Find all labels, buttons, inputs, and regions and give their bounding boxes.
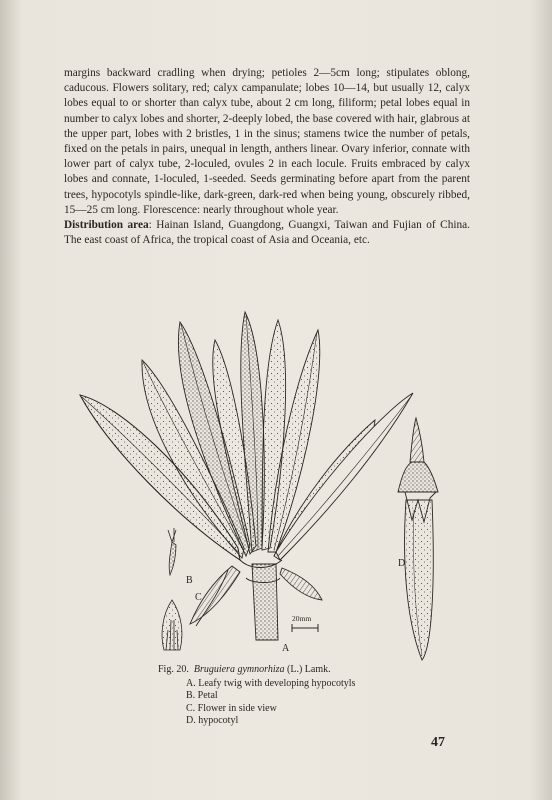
caption-item: B. Petal (186, 690, 218, 701)
description-paragraph: margins backward cradling when drying; petioles 2—5cm long; stipulates oblong, caducous. Flowers solitary, red; calyx campanulate; lobes 10—14, but usually 12, calyx lobes equal to or shorter than calyx tube, about 2 cm long, filiform; petal lobes equal in number to calyx lobes and shorter, 2-deeply lobed, the base covered with hair, glabrous at the upper part, lobes with 2 bristles, 1 in the sinus; stamens twice the number of petals, fixed on the petals in pairs, unequal in length, anthers linear. Ovary inferior, connate with lower part of calyx tube, 2-loculed, ovules 2 in each locule. Fruits embraced by calyx lobes and connate, 1-loculed, 1-seeded. Seeds germinating before apart from the parent trees, hypocotyls spindle-like, dark-green, dark-red when being young, obscurely ribbed, 15—25 cm long. Florescence: nearly throughout whole year. (64, 67, 470, 216)
body-text (64, 66, 470, 248)
scale-bar (292, 624, 318, 632)
fig-number: Fig. 20. (158, 664, 189, 675)
species-authority: (L.) Lamk. (287, 664, 331, 675)
figure-b-petal (168, 528, 176, 575)
label-a: A (282, 643, 290, 654)
figure-a-leafy-twig (80, 312, 413, 640)
figure-caption (158, 664, 488, 728)
botanical-illustration (0, 300, 552, 670)
caption-title (158, 664, 488, 677)
distribution-label: Distribution area (64, 219, 149, 232)
label-c: C (195, 592, 202, 603)
label-d: D (398, 558, 406, 569)
caption-item: D. hypocotyl (186, 715, 239, 726)
figure-d-hypocotyl (398, 418, 438, 660)
page-number: 47 (431, 735, 445, 750)
caption-items (158, 678, 488, 728)
figure-c-flower (162, 600, 182, 650)
species-name: Bruguiera gymnorhiza (193, 664, 285, 675)
scale-bar-label: 20mm (292, 614, 312, 623)
label-b: B (186, 575, 193, 586)
caption-item: C. Flower in side view (186, 702, 277, 714)
distribution-paragraph (64, 218, 470, 248)
caption-item: A. Leafy twig with developing hypocotyls (186, 677, 356, 689)
distribution-text: : Hainan Island, Guangdong, Guangxi, Taiwan and Fujian of China. The east coast of Africa, the tropical coast of Asia and Oceania, etc. (64, 219, 470, 247)
